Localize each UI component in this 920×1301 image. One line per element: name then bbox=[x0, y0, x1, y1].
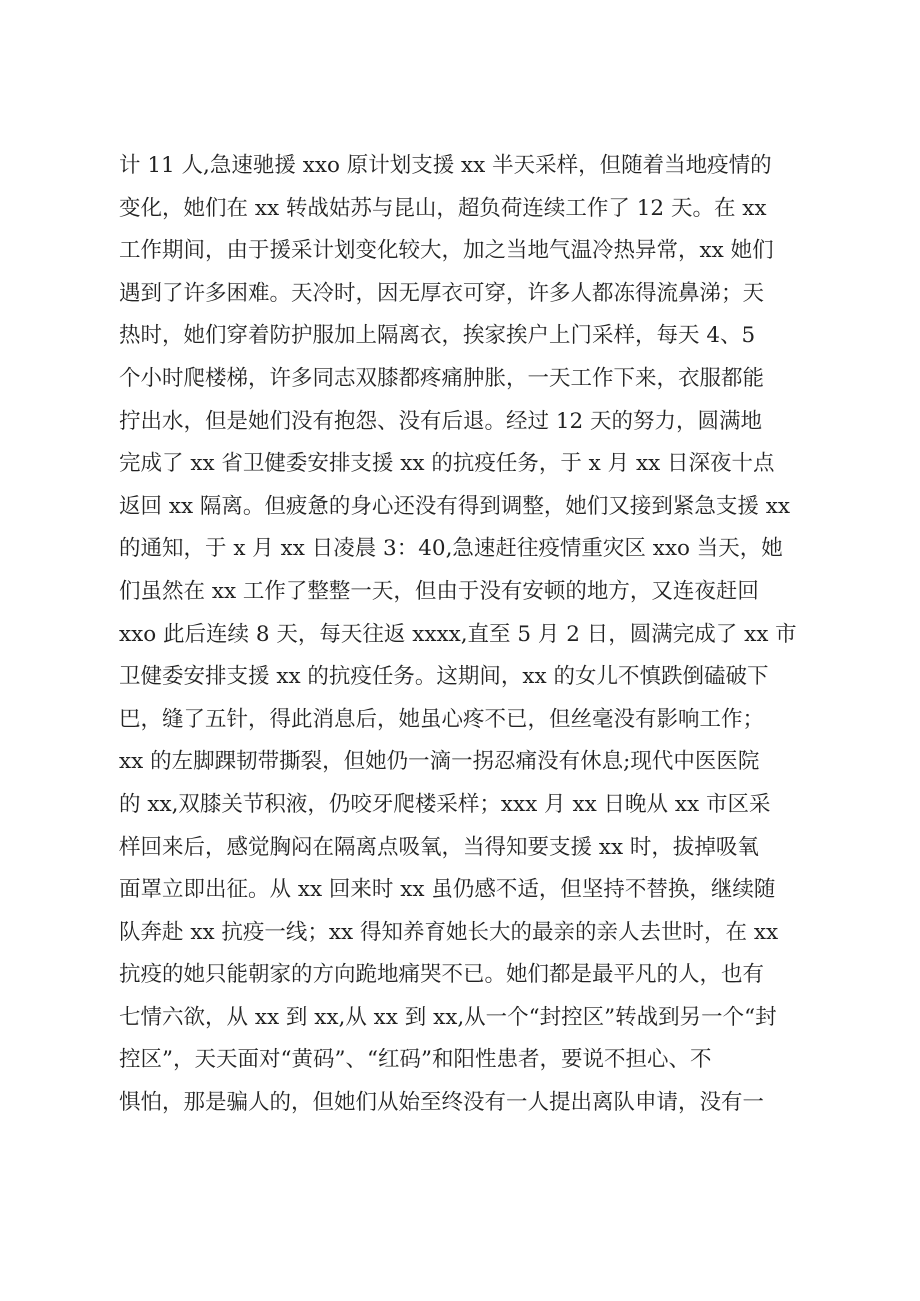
text-line: 遇到了许多困难。天冷时，因无厚衣可穿，许多人都冻得流鼻涕；天 bbox=[119, 280, 765, 306]
text-line: xx 的左脚踝韧带撕裂，但她仍一滴一拐忍痛没有休息;现代中医医院 bbox=[119, 749, 760, 775]
text-line: 变化，她们在 xx 转战姑苏与昆山，超负荷连续工作了 12 天。在 xx bbox=[119, 195, 767, 221]
text-line: 的 xx,双膝关节积液，仍咬牙爬楼采样；xxx 月 xx 日晚从 xx 市区采 bbox=[119, 791, 771, 817]
text-line: 面罩立即出征。从 xx 回来时 xx 虽仍感不适，但坚持不替换，继续随 bbox=[119, 877, 776, 903]
text-line: 热时，她们穿着防护服加上隔离衣，挨家挨户上门采样，每天 4、5 bbox=[119, 323, 756, 349]
text-line: xxo 此后连续 8 天，每天往返 xxxx,直至 5 月 2 日，圆满完成了 xx 市 bbox=[119, 621, 797, 647]
text-line: 完成了 xx 省卫健委安排支援 xx 的抗疫任务，于 x 月 xx 日深夜十点 bbox=[119, 451, 775, 477]
text-line: 们虽然在 xx 工作了整整一天，但由于没有安顿的地方，又连夜赶回 bbox=[119, 578, 759, 604]
text-line: 惧怕，那是骗人的，但她们从始至终没有一人提出离队申请，没有一 bbox=[119, 1090, 765, 1116]
text-line: 抗疫的她只能朝家的方向跪地痛哭不已。她们都是最平凡的人，也有 bbox=[119, 962, 765, 988]
text-line: 返回 xx 隔离。但疲惫的身心还没有得到调整，她们又接到紧急支援 xx bbox=[119, 493, 791, 519]
text-line: 计 11 人,急速驰援 xxo 原计划支援 xx 半天采样，但随着当地疫情的 bbox=[119, 153, 772, 178]
text-line: 个小时爬楼梯，许多同志双膝都疼痛肿胀，一天工作下来，衣服都能 bbox=[119, 365, 765, 391]
text-line: 巴，缝了五针，得此消息后，她虽心疼不已，但丝毫没有影响工作； bbox=[119, 706, 765, 732]
text-line: 拧出水，但是她们没有抱怨、没有后退。经过 12 天的努力，圆满地 bbox=[119, 408, 763, 434]
text-line: 工作期间，由于援采计划变化较大，加之当地气温冷热异常，xx 她们 bbox=[119, 238, 774, 264]
body-paragraph bbox=[119, 145, 819, 1125]
text-line: 的通知，于 x 月 xx 日凌晨 3：40,急速赶往疫情重灾区 xxo 当天，她 bbox=[119, 536, 783, 562]
text-line: 样回来后，感觉胸闷在隔离点吸氧，当得知要支援 xx 时，拔掉吸氧 bbox=[119, 834, 759, 860]
text-line: 队奔赴 xx 抗疫一线；xx 得知养育她长大的最亲的亲人去世时，在 xx bbox=[119, 919, 779, 945]
text-line: 控区”，天天面对“黄码”、“红码”和阳性患者，要说不担心、不 bbox=[119, 1047, 712, 1073]
text-line: 七情六欲，从 xx 到 xx,从 xx 到 xx,从一个“封控区”转战到另一个“封 bbox=[119, 1004, 777, 1030]
text-line: 卫健委安排支援 xx 的抗疫任务。这期间，xx 的女儿不慎跌倒磕破下 bbox=[119, 664, 769, 690]
